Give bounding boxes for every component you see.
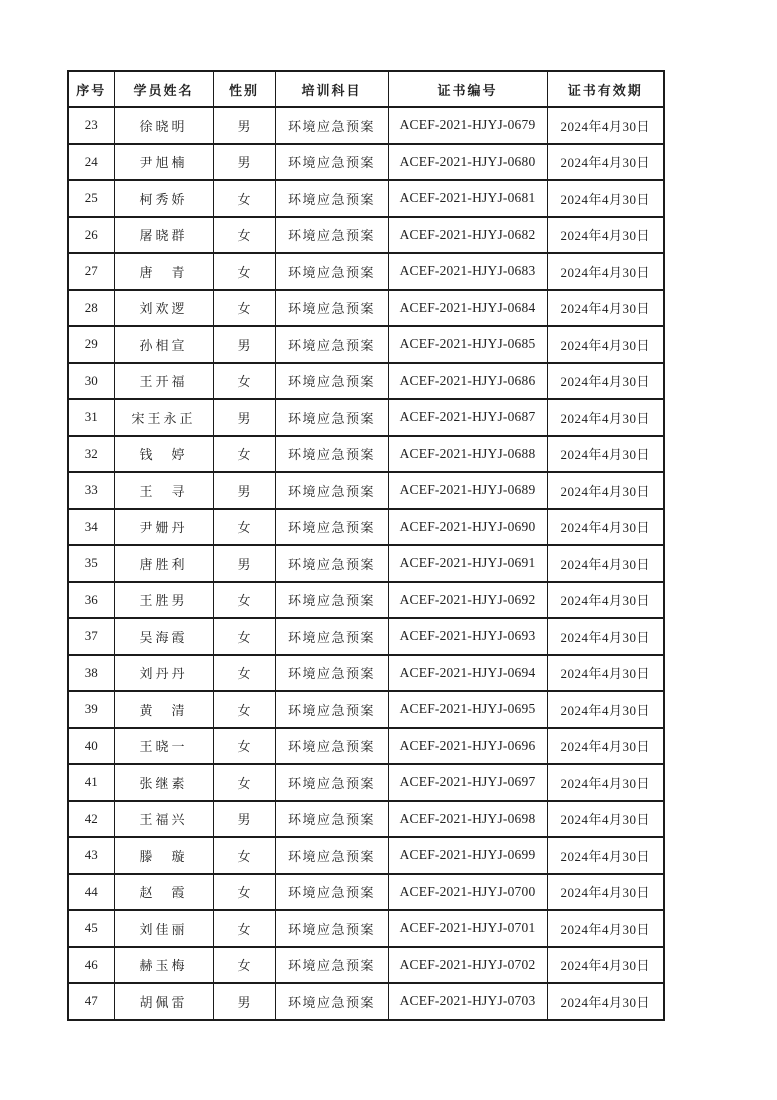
cell-certificate-validity: 2024年4月30日 [547,655,664,692]
cell-certificate-validity: 2024年4月30日 [547,764,664,801]
cell-training-subject: 环境应急预案 [275,582,388,619]
table-body [68,107,664,1020]
cell-student-name: 刘佳丽 [114,910,213,947]
cell-training-subject: 环境应急预案 [275,472,388,509]
cell-serial-number: 47 [68,983,114,1020]
cell-certificate-validity: 2024年4月30日 [547,947,664,984]
cell-serial-number: 45 [68,910,114,947]
cell-certificate-number: ACEF-2021-HJYJ-0696 [388,728,547,765]
cell-training-subject: 环境应急预案 [275,545,388,582]
header-certificate-validity: 证书有效期 [547,71,664,107]
cell-gender: 男 [213,545,275,582]
cell-gender: 女 [213,582,275,619]
table-row [68,107,664,144]
cell-training-subject: 环境应急预案 [275,728,388,765]
cell-student-name: 王晓一 [114,728,213,765]
cell-training-subject: 环境应急预案 [275,983,388,1020]
cell-student-name: 吴海霞 [114,618,213,655]
cell-serial-number: 24 [68,144,114,181]
cell-gender: 女 [213,910,275,947]
cell-gender: 女 [213,764,275,801]
cell-certificate-number: ACEF-2021-HJYJ-0689 [388,472,547,509]
cell-gender: 女 [213,728,275,765]
cell-serial-number: 40 [68,728,114,765]
cell-training-subject: 环境应急预案 [275,910,388,947]
cell-certificate-number: ACEF-2021-HJYJ-0694 [388,655,547,692]
cell-serial-number: 23 [68,107,114,144]
cell-gender: 女 [213,217,275,254]
cell-training-subject: 环境应急预案 [275,399,388,436]
table-row [68,947,664,984]
cell-student-name: 刘欢逻 [114,290,213,327]
cell-serial-number: 33 [68,472,114,509]
cell-certificate-validity: 2024年4月30日 [547,399,664,436]
cell-training-subject: 环境应急预案 [275,363,388,400]
header-certificate-number: 证书编号 [388,71,547,107]
cell-certificate-number: ACEF-2021-HJYJ-0690 [388,509,547,546]
table-header [68,71,664,107]
cell-student-name: 王 寻 [114,472,213,509]
cell-training-subject: 环境应急预案 [275,837,388,874]
cell-training-subject: 环境应急预案 [275,764,388,801]
cell-certificate-validity: 2024年4月30日 [547,545,664,582]
cell-serial-number: 35 [68,545,114,582]
table-row [68,180,664,217]
cell-certificate-validity: 2024年4月30日 [547,290,664,327]
cell-student-name: 王福兴 [114,801,213,838]
table-row [68,326,664,363]
cell-student-name: 刘丹丹 [114,655,213,692]
header-training-subject: 培训科目 [275,71,388,107]
cell-student-name: 尹旭楠 [114,144,213,181]
cell-certificate-number: ACEF-2021-HJYJ-0700 [388,874,547,911]
header-student-name: 学员姓名 [114,71,213,107]
table-row [68,472,664,509]
header-row [68,71,664,107]
cell-gender: 女 [213,691,275,728]
cell-certificate-number: ACEF-2021-HJYJ-0688 [388,436,547,473]
cell-gender: 男 [213,399,275,436]
cell-gender: 女 [213,618,275,655]
cell-gender: 女 [213,837,275,874]
table-row [68,837,664,874]
cell-training-subject: 环境应急预案 [275,947,388,984]
header-gender: 性别 [213,71,275,107]
cell-serial-number: 36 [68,582,114,619]
cell-gender: 女 [213,253,275,290]
cell-training-subject: 环境应急预案 [275,436,388,473]
cell-serial-number: 27 [68,253,114,290]
cell-certificate-validity: 2024年4月30日 [547,472,664,509]
table-row [68,363,664,400]
cell-gender: 女 [213,509,275,546]
cell-student-name: 黄 清 [114,691,213,728]
cell-certificate-number: ACEF-2021-HJYJ-0681 [388,180,547,217]
cell-gender: 女 [213,436,275,473]
cell-training-subject: 环境应急预案 [275,253,388,290]
cell-student-name: 柯秀娇 [114,180,213,217]
table-row [68,253,664,290]
cell-certificate-number: ACEF-2021-HJYJ-0684 [388,290,547,327]
cell-certificate-number: ACEF-2021-HJYJ-0691 [388,545,547,582]
cell-training-subject: 环境应急预案 [275,180,388,217]
cell-serial-number: 42 [68,801,114,838]
table-row [68,691,664,728]
cell-gender: 男 [213,472,275,509]
cell-serial-number: 32 [68,436,114,473]
certificate-table [67,70,663,1020]
table-row [68,983,664,1020]
cell-certificate-number: ACEF-2021-HJYJ-0698 [388,801,547,838]
cell-student-name: 唐 青 [114,253,213,290]
cell-training-subject: 环境应急预案 [275,801,388,838]
cell-certificate-number: ACEF-2021-HJYJ-0699 [388,837,547,874]
cell-serial-number: 41 [68,764,114,801]
cell-gender: 女 [213,290,275,327]
cell-certificate-number: ACEF-2021-HJYJ-0686 [388,363,547,400]
cell-certificate-number: ACEF-2021-HJYJ-0685 [388,326,547,363]
cell-certificate-validity: 2024年4月30日 [547,691,664,728]
cell-gender: 女 [213,655,275,692]
cell-gender: 女 [213,947,275,984]
cell-serial-number: 38 [68,655,114,692]
header-serial-number: 序号 [68,71,114,107]
cell-certificate-validity: 2024年4月30日 [547,180,664,217]
cell-serial-number: 28 [68,290,114,327]
cell-certificate-validity: 2024年4月30日 [547,801,664,838]
cell-certificate-number: ACEF-2021-HJYJ-0695 [388,691,547,728]
cell-training-subject: 环境应急预案 [275,290,388,327]
cell-serial-number: 34 [68,509,114,546]
cell-certificate-number: ACEF-2021-HJYJ-0702 [388,947,547,984]
cell-certificate-validity: 2024年4月30日 [547,837,664,874]
cell-student-name: 宋王永正 [114,399,213,436]
cell-certificate-number: ACEF-2021-HJYJ-0697 [388,764,547,801]
cell-training-subject: 环境应急预案 [275,655,388,692]
cell-serial-number: 25 [68,180,114,217]
cell-certificate-validity: 2024年4月30日 [547,582,664,619]
cell-certificate-number: ACEF-2021-HJYJ-0701 [388,910,547,947]
cell-training-subject: 环境应急预案 [275,691,388,728]
cell-certificate-number: ACEF-2021-HJYJ-0687 [388,399,547,436]
cell-serial-number: 30 [68,363,114,400]
cell-gender: 女 [213,874,275,911]
cell-student-name: 尹姗丹 [114,509,213,546]
cell-training-subject: 环境应急预案 [275,144,388,181]
cell-certificate-number: ACEF-2021-HJYJ-0679 [388,107,547,144]
cell-training-subject: 环境应急预案 [275,217,388,254]
cell-certificate-number: ACEF-2021-HJYJ-0693 [388,618,547,655]
table-row [68,801,664,838]
cell-certificate-number: ACEF-2021-HJYJ-0703 [388,983,547,1020]
cell-gender: 女 [213,363,275,400]
cell-serial-number: 26 [68,217,114,254]
cell-student-name: 王胜男 [114,582,213,619]
cell-certificate-validity: 2024年4月30日 [547,326,664,363]
cell-certificate-validity: 2024年4月30日 [547,618,664,655]
cell-training-subject: 环境应急预案 [275,618,388,655]
cell-student-name: 钱 婷 [114,436,213,473]
cell-certificate-validity: 2024年4月30日 [547,983,664,1020]
cell-student-name: 屠晓群 [114,217,213,254]
cell-certificate-number: ACEF-2021-HJYJ-0683 [388,253,547,290]
cell-serial-number: 43 [68,837,114,874]
cell-serial-number: 46 [68,947,114,984]
cell-student-name: 滕 璇 [114,837,213,874]
cell-training-subject: 环境应急预案 [275,874,388,911]
table-row [68,618,664,655]
table-row [68,509,664,546]
cell-student-name: 徐晓明 [114,107,213,144]
cell-certificate-validity: 2024年4月30日 [547,107,664,144]
certificate-table-grid [67,70,665,1021]
cell-certificate-number: ACEF-2021-HJYJ-0680 [388,144,547,181]
table-row [68,217,664,254]
cell-training-subject: 环境应急预案 [275,107,388,144]
table-row [68,728,664,765]
table-row [68,290,664,327]
cell-certificate-validity: 2024年4月30日 [547,728,664,765]
cell-certificate-number: ACEF-2021-HJYJ-0692 [388,582,547,619]
cell-gender: 男 [213,983,275,1020]
cell-gender: 男 [213,107,275,144]
cell-serial-number: 37 [68,618,114,655]
table-row [68,144,664,181]
cell-student-name: 赵 霞 [114,874,213,911]
cell-serial-number: 29 [68,326,114,363]
cell-student-name: 胡佩雷 [114,983,213,1020]
cell-gender: 男 [213,326,275,363]
cell-serial-number: 44 [68,874,114,911]
cell-student-name: 孙相宣 [114,326,213,363]
table-row [68,874,664,911]
cell-gender: 女 [213,180,275,217]
cell-certificate-validity: 2024年4月30日 [547,363,664,400]
table-row [68,764,664,801]
cell-certificate-validity: 2024年4月30日 [547,874,664,911]
cell-serial-number: 31 [68,399,114,436]
cell-certificate-validity: 2024年4月30日 [547,217,664,254]
table-row [68,910,664,947]
cell-certificate-validity: 2024年4月30日 [547,910,664,947]
table-row [68,436,664,473]
cell-gender: 男 [213,801,275,838]
cell-certificate-number: ACEF-2021-HJYJ-0682 [388,217,547,254]
cell-student-name: 赫玉梅 [114,947,213,984]
cell-training-subject: 环境应急预案 [275,509,388,546]
table-row [68,399,664,436]
cell-student-name: 唐胜利 [114,545,213,582]
cell-training-subject: 环境应急预案 [275,326,388,363]
cell-certificate-validity: 2024年4月30日 [547,509,664,546]
cell-certificate-validity: 2024年4月30日 [547,253,664,290]
cell-certificate-validity: 2024年4月30日 [547,436,664,473]
table-row [68,655,664,692]
cell-student-name: 王开福 [114,363,213,400]
cell-serial-number: 39 [68,691,114,728]
cell-gender: 男 [213,144,275,181]
table-row [68,545,664,582]
cell-certificate-validity: 2024年4月30日 [547,144,664,181]
cell-student-name: 张继素 [114,764,213,801]
table-row [68,582,664,619]
